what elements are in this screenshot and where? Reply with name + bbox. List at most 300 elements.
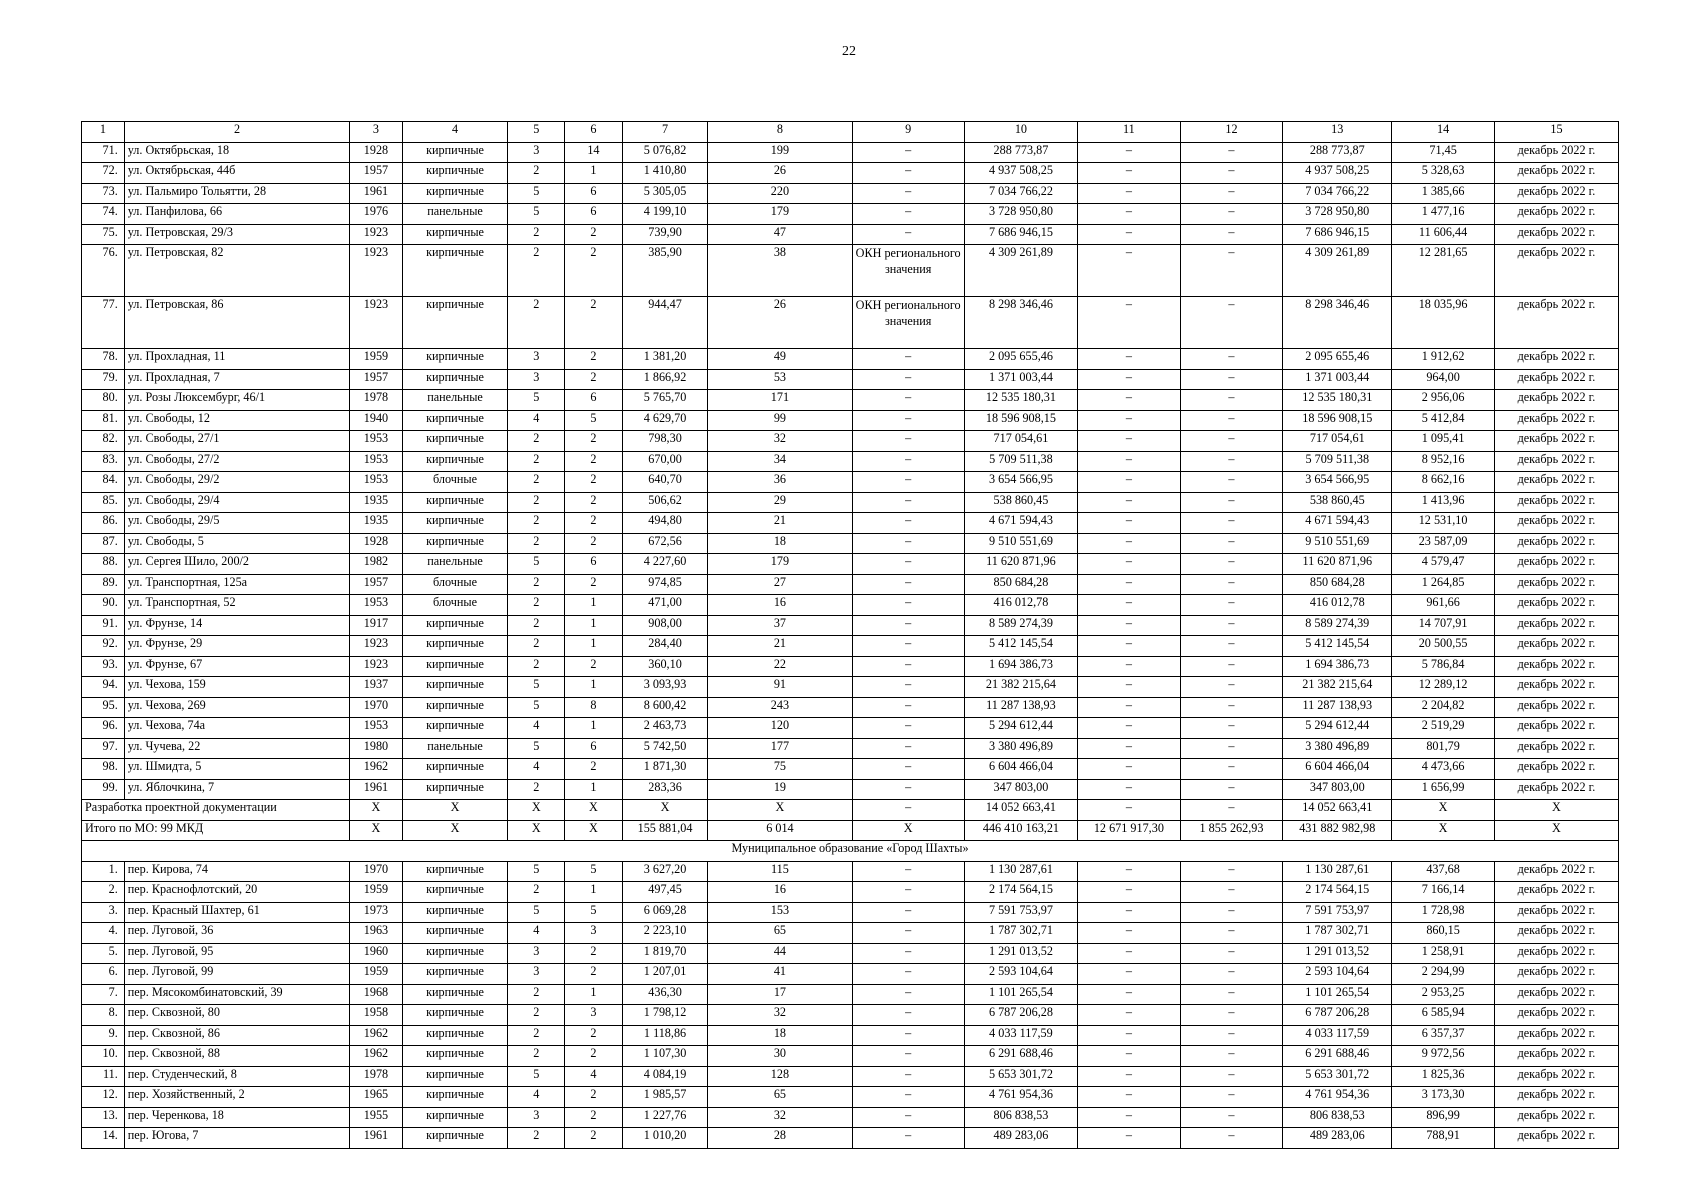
table-row bbox=[82, 697, 1619, 718]
table-cell: – bbox=[1078, 636, 1181, 657]
table-cell: – bbox=[1078, 718, 1181, 739]
table-cell: 9 bbox=[852, 122, 964, 143]
table-cell: 806 838,53 bbox=[964, 1107, 1077, 1128]
table-cell: 179 bbox=[708, 554, 852, 575]
table-cell: 4 bbox=[565, 1066, 623, 1087]
table-cell: – bbox=[1078, 759, 1181, 780]
table-cell: 6 bbox=[565, 554, 623, 575]
table-cell: пер. Сквозной, 80 bbox=[124, 1005, 350, 1026]
table-cell: 153 bbox=[708, 902, 852, 923]
table-cell: 9. bbox=[82, 1025, 125, 1046]
table-cell: декабрь 2022 г. bbox=[1494, 677, 1618, 698]
table-cell: 3 bbox=[508, 349, 565, 370]
table-cell: 11 bbox=[1078, 122, 1181, 143]
table-cell: декабрь 2022 г. bbox=[1494, 923, 1618, 944]
table-cell: – bbox=[1078, 431, 1181, 452]
table-cell: 6 bbox=[565, 390, 623, 411]
table-cell: 85. bbox=[82, 492, 125, 513]
table-cell: – bbox=[1180, 882, 1283, 903]
table-cell: 1960 bbox=[350, 943, 402, 964]
table-cell: – bbox=[1180, 451, 1283, 472]
table-cell: 1953 bbox=[350, 451, 402, 472]
table-cell: кирпичные bbox=[402, 492, 508, 513]
table-cell: кирпичные bbox=[402, 1066, 508, 1087]
table-cell: 1 819,70 bbox=[622, 943, 708, 964]
table-cell: 1973 bbox=[350, 902, 402, 923]
table-cell: 670,00 bbox=[622, 451, 708, 472]
table-cell: 2 bbox=[508, 984, 565, 1005]
table-cell: 4 199,10 bbox=[622, 204, 708, 225]
table-cell: 1923 bbox=[350, 245, 402, 297]
table-cell: 1962 bbox=[350, 1025, 402, 1046]
table-cell: декабрь 2022 г. bbox=[1494, 759, 1618, 780]
table-cell: 283,36 bbox=[622, 779, 708, 800]
table-cell: ОКН регионального значения bbox=[852, 245, 964, 297]
table-cell: 1 bbox=[565, 636, 623, 657]
table-cell: ул. Фрунзе, 14 bbox=[124, 615, 350, 636]
table-cell: кирпичные bbox=[402, 451, 508, 472]
table-row bbox=[82, 513, 1619, 534]
table-cell: 6 bbox=[565, 204, 623, 225]
table-cell: 5 653 301,72 bbox=[964, 1066, 1077, 1087]
table-cell: 84. bbox=[82, 472, 125, 493]
table-cell: 1 130 287,61 bbox=[1283, 861, 1392, 882]
table-cell: 14 052 663,41 bbox=[964, 800, 1077, 821]
table-cell: кирпичные bbox=[402, 697, 508, 718]
table-cell: 78. bbox=[82, 349, 125, 370]
table-cell: 5 bbox=[508, 122, 565, 143]
table-cell: 34 bbox=[708, 451, 852, 472]
table-cell: 2 bbox=[508, 163, 565, 184]
table-cell: 5 742,50 bbox=[622, 738, 708, 759]
table-cell: 2 bbox=[565, 533, 623, 554]
table-cell: декабрь 2022 г. bbox=[1494, 410, 1618, 431]
table-cell: – bbox=[852, 1005, 964, 1026]
table-cell: – bbox=[1078, 984, 1181, 1005]
table-cell: – bbox=[852, 861, 964, 882]
table-cell: 3 173,30 bbox=[1392, 1087, 1495, 1108]
table-cell: 506,62 bbox=[622, 492, 708, 513]
table-cell: 2 bbox=[565, 1107, 623, 1128]
table-cell: 99 bbox=[708, 410, 852, 431]
table-cell: декабрь 2022 г. bbox=[1494, 204, 1618, 225]
table-cell: 717 054,61 bbox=[1283, 431, 1392, 452]
table-cell: декабрь 2022 г. bbox=[1494, 183, 1618, 204]
table-cell: – bbox=[1180, 1128, 1283, 1149]
table-cell: – bbox=[1078, 163, 1181, 184]
table-cell: 1 985,57 bbox=[622, 1087, 708, 1108]
table-cell: – bbox=[1180, 1066, 1283, 1087]
table-cell: 6 069,28 bbox=[622, 902, 708, 923]
table-cell: 1923 bbox=[350, 224, 402, 245]
table-cell: 1 787 302,71 bbox=[1283, 923, 1392, 944]
table-cell: – bbox=[852, 656, 964, 677]
table-cell: 717 054,61 bbox=[964, 431, 1077, 452]
table-row bbox=[82, 656, 1619, 677]
table-cell: 5 412 145,54 bbox=[964, 636, 1077, 657]
table-cell: – bbox=[852, 513, 964, 534]
table-cell: 1928 bbox=[350, 533, 402, 554]
table-row bbox=[82, 431, 1619, 452]
table-row bbox=[82, 964, 1619, 985]
table-cell: 94. bbox=[82, 677, 125, 698]
table-row bbox=[82, 1005, 1619, 1026]
table-row bbox=[82, 779, 1619, 800]
table-cell: 4 bbox=[508, 410, 565, 431]
table-cell: 65 bbox=[708, 1087, 852, 1108]
table-cell: 497,45 bbox=[622, 882, 708, 903]
section-title: Муниципальное образование «Город Шахты» bbox=[82, 841, 1619, 862]
table-cell: – bbox=[1180, 183, 1283, 204]
table-cell: 2 095 655,46 bbox=[1283, 349, 1392, 370]
table-cell: 32 bbox=[708, 431, 852, 452]
table-cell: кирпичные bbox=[402, 923, 508, 944]
table-cell: – bbox=[1180, 800, 1283, 821]
table-cell: кирпичные bbox=[402, 369, 508, 390]
table-cell: 2 593 104,64 bbox=[964, 964, 1077, 985]
table-cell: пер. Хозяйственный, 2 bbox=[124, 1087, 350, 1108]
table-cell: – bbox=[1078, 697, 1181, 718]
table-cell: 538 860,45 bbox=[1283, 492, 1392, 513]
table-cell: 13. bbox=[82, 1107, 125, 1128]
table-cell: 220 bbox=[708, 183, 852, 204]
table-cell: кирпичные bbox=[402, 718, 508, 739]
table-cell: панельные bbox=[402, 554, 508, 575]
table-cell: кирпичные bbox=[402, 163, 508, 184]
table-cell: 1958 bbox=[350, 1005, 402, 1026]
table-cell: – bbox=[1078, 492, 1181, 513]
table-cell: – bbox=[1180, 1107, 1283, 1128]
table-cell: кирпичные bbox=[402, 513, 508, 534]
table-cell: 801,79 bbox=[1392, 738, 1495, 759]
table-cell: 1953 bbox=[350, 472, 402, 493]
table-cell: 6 787 206,28 bbox=[964, 1005, 1077, 1026]
summary-row bbox=[82, 820, 1619, 841]
table-cell: – bbox=[1078, 513, 1181, 534]
table-cell: 2 bbox=[508, 431, 565, 452]
table-cell: 1 227,76 bbox=[622, 1107, 708, 1128]
table-cell: 1 bbox=[565, 718, 623, 739]
table-cell: 4 084,19 bbox=[622, 1066, 708, 1087]
table-cell: – bbox=[852, 163, 964, 184]
table-cell: 4 629,70 bbox=[622, 410, 708, 431]
table-cell: пер. Сквозной, 86 bbox=[124, 1025, 350, 1046]
table-cell: – bbox=[852, 677, 964, 698]
table-cell: 32 bbox=[708, 1107, 852, 1128]
table-cell: – bbox=[852, 800, 964, 821]
table-cell: 73. bbox=[82, 183, 125, 204]
table-cell: 1 728,98 bbox=[1392, 902, 1495, 923]
table-cell: 1962 bbox=[350, 759, 402, 780]
table-cell: ОКН регионального значения bbox=[852, 297, 964, 349]
table-cell: ул. Панфилова, 66 bbox=[124, 204, 350, 225]
table-cell: декабрь 2022 г. bbox=[1494, 224, 1618, 245]
table-cell: 1961 bbox=[350, 1128, 402, 1149]
table-cell: 2 bbox=[565, 574, 623, 595]
table-cell: декабрь 2022 г. bbox=[1494, 636, 1618, 657]
table-cell: 8 298 346,46 bbox=[964, 297, 1077, 349]
table-cell: 5 412,84 bbox=[1392, 410, 1495, 431]
table-cell: – bbox=[852, 369, 964, 390]
table-cell: – bbox=[1180, 554, 1283, 575]
table-cell: 74. bbox=[82, 204, 125, 225]
table-cell: ул. Петровская, 86 bbox=[124, 297, 350, 349]
table-cell: декабрь 2022 г. bbox=[1494, 718, 1618, 739]
table-cell: декабрь 2022 г. bbox=[1494, 369, 1618, 390]
table-row bbox=[82, 349, 1619, 370]
table-cell: 4 309 261,89 bbox=[1283, 245, 1392, 297]
table-cell: декабрь 2022 г. bbox=[1494, 451, 1618, 472]
table-cell: ул. Пальмиро Тольятти, 28 bbox=[124, 183, 350, 204]
table-cell: 3 bbox=[565, 923, 623, 944]
table-cell: 1970 bbox=[350, 861, 402, 882]
table-cell: кирпичные bbox=[402, 759, 508, 780]
table-cell: – bbox=[1078, 574, 1181, 595]
table-cell: декабрь 2022 г. bbox=[1494, 1046, 1618, 1067]
table-cell: – bbox=[852, 431, 964, 452]
table-cell: 2 bbox=[565, 224, 623, 245]
table-cell: 2 bbox=[565, 943, 623, 964]
table-cell: 850 684,28 bbox=[964, 574, 1077, 595]
table-cell: 788,91 bbox=[1392, 1128, 1495, 1149]
table-cell: ул. Чехова, 269 bbox=[124, 697, 350, 718]
table-cell: 83. bbox=[82, 451, 125, 472]
table-cell: 1937 bbox=[350, 677, 402, 698]
table-cell: кирпичные bbox=[402, 1107, 508, 1128]
table-cell: 1 694 386,73 bbox=[1283, 656, 1392, 677]
table-cell: 6 bbox=[565, 738, 623, 759]
table-cell: 1935 bbox=[350, 492, 402, 513]
table-cell: 4 671 594,43 bbox=[964, 513, 1077, 534]
table-cell: блочные bbox=[402, 574, 508, 595]
table-cell: пер. Луговой, 99 bbox=[124, 964, 350, 985]
table-cell: 5 bbox=[508, 554, 565, 575]
table-cell: 18 bbox=[708, 533, 852, 554]
table-cell: 2 bbox=[508, 1128, 565, 1149]
table-cell: 11 287 138,93 bbox=[1283, 697, 1392, 718]
table-cell: 1959 bbox=[350, 882, 402, 903]
table-cell: 1962 bbox=[350, 1046, 402, 1067]
table-cell: 12 531,10 bbox=[1392, 513, 1495, 534]
table-cell: 3 bbox=[508, 369, 565, 390]
table-cell: – bbox=[1180, 492, 1283, 513]
table-cell: декабрь 2022 г. bbox=[1494, 390, 1618, 411]
table-cell: ул. Яблочкина, 7 bbox=[124, 779, 350, 800]
table-cell: – bbox=[1078, 1005, 1181, 1026]
table-cell: 9 972,56 bbox=[1392, 1046, 1495, 1067]
table-cell: 1 694 386,73 bbox=[964, 656, 1077, 677]
table-cell: 77. bbox=[82, 297, 125, 349]
table-cell: 7 591 753,97 bbox=[1283, 902, 1392, 923]
table-cell: 32 bbox=[708, 1005, 852, 1026]
table-cell: Разработка проектной документации bbox=[82, 800, 350, 821]
table-cell: – bbox=[1180, 779, 1283, 800]
table-cell: 3 627,20 bbox=[622, 861, 708, 882]
table-cell: 79. bbox=[82, 369, 125, 390]
table-cell: – bbox=[1078, 142, 1181, 163]
table-cell: 8. bbox=[82, 1005, 125, 1026]
table-cell: 11 606,44 bbox=[1392, 224, 1495, 245]
table-cell: 2 174 564,15 bbox=[964, 882, 1077, 903]
table-cell: 120 bbox=[708, 718, 852, 739]
table-cell: – bbox=[1078, 779, 1181, 800]
table-cell: пер. Сквозной, 88 bbox=[124, 1046, 350, 1067]
table-cell: декабрь 2022 г. bbox=[1494, 882, 1618, 903]
table-cell: декабрь 2022 г. bbox=[1494, 943, 1618, 964]
table-cell: 1 291 013,52 bbox=[1283, 943, 1392, 964]
table-cell: 11 620 871,96 bbox=[1283, 554, 1392, 575]
table-cell: кирпичные bbox=[402, 183, 508, 204]
table-cell: 2 bbox=[565, 451, 623, 472]
table-cell: 12 281,65 bbox=[1392, 245, 1495, 297]
table-cell: декабрь 2022 г. bbox=[1494, 245, 1618, 297]
table-cell: 2 bbox=[508, 779, 565, 800]
table-cell: кирпичные bbox=[402, 410, 508, 431]
table-cell: ул. Чехова, 159 bbox=[124, 677, 350, 698]
table-cell: пер. Студенческий, 8 bbox=[124, 1066, 350, 1087]
table-cell: 12 289,12 bbox=[1392, 677, 1495, 698]
table-cell: 2 593 104,64 bbox=[1283, 964, 1392, 985]
table-cell: ул. Фрунзе, 29 bbox=[124, 636, 350, 657]
table-cell: декабрь 2022 г. bbox=[1494, 615, 1618, 636]
table-cell: 2 bbox=[508, 656, 565, 677]
table-cell: 5 bbox=[565, 861, 623, 882]
table-cell: X bbox=[622, 800, 708, 821]
table-cell: 2 519,29 bbox=[1392, 718, 1495, 739]
table-cell: 2 bbox=[508, 1005, 565, 1026]
table-cell: 3 bbox=[565, 1005, 623, 1026]
table-cell: 2 bbox=[508, 1025, 565, 1046]
table-cell: 416 012,78 bbox=[964, 595, 1077, 616]
table-cell: – bbox=[1078, 1025, 1181, 1046]
table-cell: 1 912,62 bbox=[1392, 349, 1495, 370]
table-cell: 2 174 564,15 bbox=[1283, 882, 1392, 903]
table-row bbox=[82, 1025, 1619, 1046]
table-cell: 908,00 bbox=[622, 615, 708, 636]
table-cell: – bbox=[1180, 533, 1283, 554]
table-cell: пер. Краснофлотский, 20 bbox=[124, 882, 350, 903]
table-cell: 896,99 bbox=[1392, 1107, 1495, 1128]
table-cell: 2 095 655,46 bbox=[964, 349, 1077, 370]
table-cell: кирпичные bbox=[402, 882, 508, 903]
table-row bbox=[82, 574, 1619, 595]
table-cell: – bbox=[852, 410, 964, 431]
table-cell: – bbox=[1180, 297, 1283, 349]
table-cell: – bbox=[1180, 964, 1283, 985]
table-cell: 26 bbox=[708, 163, 852, 184]
table-cell: пер. Мясокомбинатовский, 39 bbox=[124, 984, 350, 1005]
table-cell: декабрь 2022 г. bbox=[1494, 964, 1618, 985]
table-cell: 288 773,87 bbox=[964, 142, 1077, 163]
table-cell: блочные bbox=[402, 472, 508, 493]
table-cell: ул. Чучева, 22 bbox=[124, 738, 350, 759]
table-cell: 284,40 bbox=[622, 636, 708, 657]
table-row bbox=[82, 204, 1619, 225]
table-cell: – bbox=[1078, 297, 1181, 349]
table-cell: 1 010,20 bbox=[622, 1128, 708, 1149]
table-cell: 6 014 bbox=[708, 820, 852, 841]
table-cell: 1 371 003,44 bbox=[1283, 369, 1392, 390]
table-cell: X bbox=[1392, 800, 1495, 821]
table-cell: 360,10 bbox=[622, 656, 708, 677]
table-row bbox=[82, 882, 1619, 903]
table-row bbox=[82, 142, 1619, 163]
table-cell: 5 294 612,44 bbox=[1283, 718, 1392, 739]
table-cell: 8 952,16 bbox=[1392, 451, 1495, 472]
table-cell: 1 095,41 bbox=[1392, 431, 1495, 452]
table-cell: панельные bbox=[402, 204, 508, 225]
table-row bbox=[82, 1046, 1619, 1067]
table-cell: 49 bbox=[708, 349, 852, 370]
table-cell: 87. bbox=[82, 533, 125, 554]
table-row bbox=[82, 492, 1619, 513]
page-number: 22 bbox=[842, 44, 856, 59]
table-cell: – bbox=[1180, 410, 1283, 431]
table-cell: 21 bbox=[708, 513, 852, 534]
table-cell: 1957 bbox=[350, 369, 402, 390]
table-cell: 7 591 753,97 bbox=[964, 902, 1077, 923]
table-cell: – bbox=[1078, 861, 1181, 882]
table-cell: 1923 bbox=[350, 636, 402, 657]
table-cell: 944,47 bbox=[622, 297, 708, 349]
table-cell: – bbox=[1078, 349, 1181, 370]
table-cell: 2 bbox=[565, 759, 623, 780]
table-cell: 171 bbox=[708, 390, 852, 411]
table-cell: 2 bbox=[508, 492, 565, 513]
table-cell: декабрь 2022 г. bbox=[1494, 349, 1618, 370]
table-cell: 1 bbox=[565, 163, 623, 184]
table-cell: 75. bbox=[82, 224, 125, 245]
table-cell: 1 371 003,44 bbox=[964, 369, 1077, 390]
table-cell: 2 bbox=[508, 297, 565, 349]
table-cell: 26 bbox=[708, 297, 852, 349]
table-row bbox=[82, 1128, 1619, 1149]
table-cell: – bbox=[852, 472, 964, 493]
table-cell: 7 034 766,22 bbox=[1283, 183, 1392, 204]
table-cell: кирпичные bbox=[402, 656, 508, 677]
table-cell: – bbox=[852, 779, 964, 800]
table-row bbox=[82, 861, 1619, 882]
table-cell: – bbox=[1078, 204, 1181, 225]
section-row bbox=[82, 841, 1619, 862]
table-cell: 6 357,37 bbox=[1392, 1025, 1495, 1046]
table-cell: 1953 bbox=[350, 431, 402, 452]
table-cell: пер. Луговой, 95 bbox=[124, 943, 350, 964]
table-cell: 3 380 496,89 bbox=[1283, 738, 1392, 759]
table-cell: 5. bbox=[82, 943, 125, 964]
table-cell: 13 bbox=[1283, 122, 1392, 143]
table-cell: 2 463,73 bbox=[622, 718, 708, 739]
table-cell: 4 937 508,25 bbox=[1283, 163, 1392, 184]
table-cell: – bbox=[1180, 513, 1283, 534]
table-cell: – bbox=[1078, 183, 1181, 204]
table-cell: – bbox=[1180, 1025, 1283, 1046]
table-cell: 5 765,70 bbox=[622, 390, 708, 411]
table-cell: 3 093,93 bbox=[622, 677, 708, 698]
table-cell: – bbox=[1078, 882, 1181, 903]
table-row bbox=[82, 554, 1619, 575]
table-cell: 2. bbox=[82, 882, 125, 903]
table-cell: кирпичные bbox=[402, 1128, 508, 1149]
table-cell: 2 bbox=[508, 224, 565, 245]
table-cell: – bbox=[1180, 923, 1283, 944]
table-cell: – bbox=[1180, 902, 1283, 923]
table-cell: 437,68 bbox=[1392, 861, 1495, 882]
table-cell: 2 bbox=[565, 1025, 623, 1046]
table-cell: 17 bbox=[708, 984, 852, 1005]
table-cell: кирпичные bbox=[402, 615, 508, 636]
table-cell: – bbox=[852, 183, 964, 204]
